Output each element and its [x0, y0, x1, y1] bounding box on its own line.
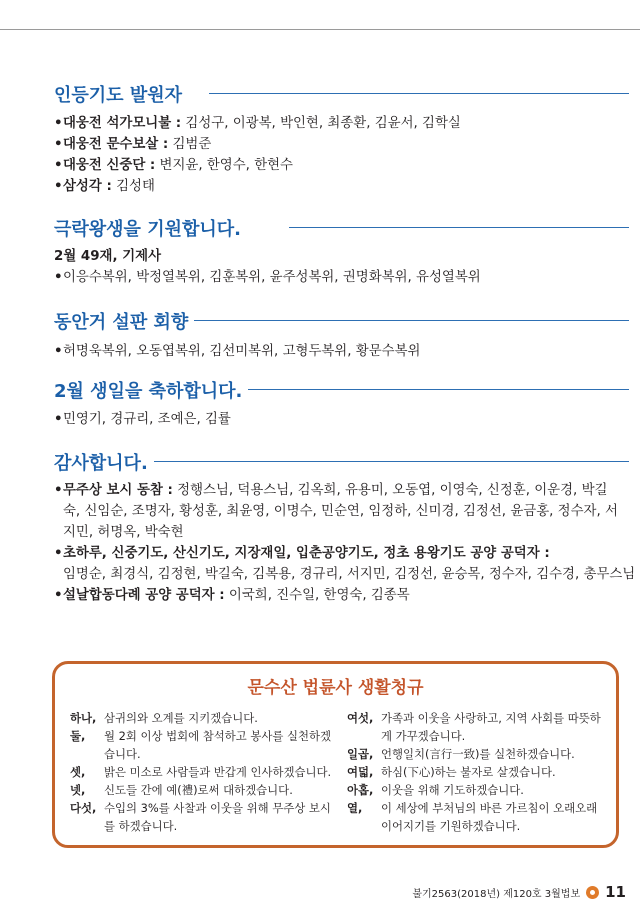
section-lamp-offering: [54, 85, 629, 197]
page-number: 11: [605, 883, 626, 901]
section-title: 인등기도 발원자: [54, 85, 188, 107]
section-rule: [149, 461, 629, 462]
section-install: [54, 312, 629, 362]
list-item: •대웅전 문수보살 : 김범준: [54, 137, 212, 152]
section-rule: [244, 389, 629, 390]
dharma-wheel-icon: [586, 886, 599, 899]
footer-issue-text: 불기2563(2018년) 제120호 3월법보: [412, 888, 581, 900]
vows-left-column: [70, 709, 338, 835]
list-item: •무주상 보시 동참 : 정행스님, 덕용스님, 김옥희, 유용미, 오동엽, 이영숙, 신정훈, 이운경, 박길숙, 신임순, 조명자, 황성훈, 최윤영, 이명수, 민순연, 임정하, 신미경, 김정선, 윤금홍, 정수자, 서지민, 허명옥, 박숙현: [54, 483, 618, 540]
vows-box: [52, 661, 619, 848]
section-subtitle: 2월 49재, 기제사: [54, 249, 162, 264]
vows-title: 문수산 법륜사 생활청규: [247, 678, 424, 698]
vow-item: 여덟, 하심(下心)하는 불자로 살겠습니다.: [347, 765, 556, 779]
section-title: 감사합니다.: [54, 453, 154, 475]
list-item: •초하루, 신중기도, 산신기도, 지장재일, 입춘공양기도, 정초 용왕기도 공양 공덕자 :: [54, 546, 550, 561]
section-rebirth: [54, 219, 629, 288]
vow-item: 다섯, 수입의 3%를 사찰과 이웃을 위해 무주상 보시를 하겠습니다.: [70, 801, 331, 833]
vow-item: 셋, 밝은 미소로 사람들과 반갑게 인사하겠습니다.: [70, 765, 332, 779]
vows-right-column: [347, 709, 609, 835]
section-thanks: [54, 453, 636, 606]
vow-item: 열, 이 세상에 부처님의 바른 가르침이 오래오래 이어지기를 기원하겠습니다.: [347, 801, 598, 833]
section-title: 극락왕생을 기원합니다.: [54, 219, 247, 241]
vow-item: 넷, 신도들 간에 예(禮)로써 대하겠습니다.: [70, 783, 293, 797]
list-item: •삼성각 : 김성태: [54, 179, 155, 194]
section-birthday: [54, 381, 629, 430]
section-rule: [289, 227, 629, 228]
page-footer: [412, 883, 626, 901]
vow-item: 일곱, 언행일치(言行一致)를 실천하겠습니다.: [347, 747, 575, 761]
list-item: •대웅전 석가모니불 : 김성구, 이광복, 박인현, 최종환, 김윤서, 김학실: [54, 116, 461, 131]
list-item: •민영기, 경규리, 조예은, 김률: [54, 412, 231, 427]
vow-item: 하나, 삼귀의와 오계를 지키겠습니다.: [70, 711, 258, 725]
section-title: 동안거 설판 회향: [54, 312, 194, 334]
section-rule: [189, 320, 629, 321]
list-item: •설날합동다례 공양 공덕자 : 이국희, 진수일, 한영숙, 김종목: [54, 588, 410, 603]
vow-item: 둘, 월 2회 이상 법회에 참석하고 봉사를 실천하겠습니다.: [70, 729, 332, 761]
vow-item: 여섯, 가족과 이웃을 사랑하고, 지역 사회를 따뜻하게 가꾸겠습니다.: [347, 711, 601, 743]
list-item: •이응수복위, 박정열복위, 김훈복위, 윤주성복위, 권명화복위, 유성열복위: [54, 270, 481, 285]
section-title: 2월 생일을 축하합니다.: [54, 381, 248, 403]
top-rule: [0, 29, 640, 30]
section-rule: [209, 93, 629, 94]
vow-item: 아홉, 이웃을 위해 기도하겠습니다.: [347, 783, 524, 797]
list-item: •허명욱복위, 오동엽복위, 김선미복위, 고형두복위, 황문수복위: [54, 344, 421, 359]
list-item-continuation: 임명순, 최경식, 김정현, 박길숙, 김복용, 경규리, 서지민, 김정선, 윤승목, 정수자, 김수경, 총무스님: [63, 567, 636, 582]
list-item: •대웅전 신중단 : 변지윤, 한영수, 한현수: [54, 158, 293, 173]
